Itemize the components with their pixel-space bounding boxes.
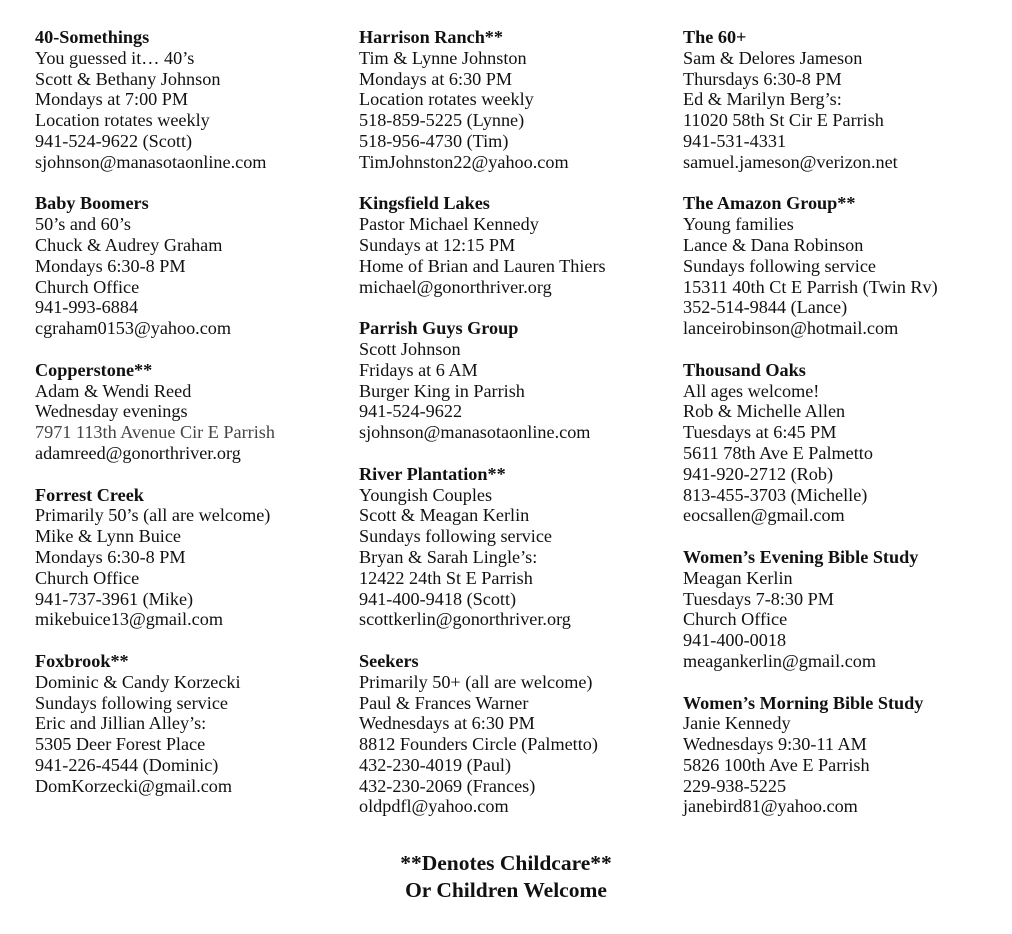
- group-40-somethings: [35, 27, 355, 173]
- group-leaders: Adam & Wendi Reed: [35, 380, 192, 401]
- group-leaders: Lance & Dana Robinson: [683, 234, 864, 255]
- group-leaders: Janie Kennedy: [683, 713, 791, 734]
- group-title: Forrest Creek: [35, 484, 144, 505]
- group-location: Church Office: [35, 567, 140, 588]
- group-email: sjohnson@manasotaonline.com: [35, 151, 267, 172]
- group-phone: 941-400-0018: [683, 630, 787, 651]
- group-email: meagankerlin@gmail.com: [683, 650, 877, 671]
- group-phone: 941-524-9622 (Scott): [35, 130, 193, 151]
- group-title: The 60+: [683, 27, 747, 47]
- group-location: 12422 24th St E Parrish: [359, 567, 533, 588]
- group-womens-morning-bible-study: [683, 693, 1003, 818]
- group-leaders: Scott & Bethany Johnson: [35, 68, 221, 89]
- group-thousand-oaks: [683, 360, 1003, 526]
- group-phone: 941-993-6884: [35, 297, 139, 318]
- group-email: michael@gonorthriver.org: [359, 276, 552, 297]
- group-title: 40-Somethings: [35, 27, 150, 47]
- group-leaders: Chuck & Audrey Graham: [35, 234, 223, 255]
- column-3: [683, 27, 1003, 838]
- group-copperstone: [35, 360, 355, 464]
- group-leaders: Scott & Meagan Kerlin: [359, 505, 530, 526]
- group-schedule: Wednesdays 9:30-11 AM: [683, 734, 867, 755]
- group-leaders: Mike & Lynn Buice: [35, 526, 181, 547]
- group-location: Location rotates weekly: [35, 110, 210, 131]
- group-leaders: Sam & Delores Jameson: [683, 47, 863, 68]
- childcare-note-line-2: Or Children Welcome: [405, 878, 607, 902]
- group-leaders: Paul & Frances Warner: [359, 692, 529, 713]
- group-email: mikebuice13@gmail.com: [35, 609, 223, 630]
- group-schedule: Sundays following service: [359, 526, 552, 547]
- group-location: 7971 113th Avenue Cir E Parrish: [35, 422, 275, 443]
- group-phone: 352-514-9844 (Lance): [683, 297, 848, 318]
- group-title: Parrish Guys Group: [359, 318, 519, 339]
- group-email: sjohnson@manasotaonline.com: [359, 422, 591, 443]
- group-email: scottkerlin@gonorthriver.org: [359, 609, 571, 630]
- group-title: Kingsfield Lakes: [359, 193, 490, 214]
- group-the-amazon-group: [683, 193, 1003, 339]
- group-email: adamreed@gonorthriver.org: [35, 442, 241, 463]
- group-kingsfield-lakes: [359, 193, 679, 297]
- group-schedule: Mondays at 7:00 PM: [35, 89, 189, 110]
- group-phone: 518-859-5225 (Lynne): [359, 110, 525, 131]
- group-schedule: Mondays 6:30-8 PM: [35, 546, 186, 567]
- group-leaders: Dominic & Candy Korzecki: [35, 671, 241, 692]
- group-schedule: Tuesdays 7-8:30 PM: [683, 588, 834, 609]
- childcare-note: [0, 850, 1012, 904]
- childcare-note-line-1: **Denotes Childcare**: [400, 851, 612, 875]
- group-phone: 941-737-3961 (Mike): [35, 588, 194, 609]
- group-title: Copperstone**: [35, 359, 153, 380]
- group-phone: 229-938-5225: [683, 775, 787, 796]
- group-location: 5305 Deer Forest Place: [35, 734, 206, 755]
- group-phone: 941-920-2712 (Rob): [683, 463, 834, 484]
- group-description: 50’s and 60’s: [35, 214, 131, 235]
- group-location: Church Office: [683, 609, 788, 630]
- group-email: DomKorzecki@gmail.com: [35, 775, 233, 796]
- group-the-60-plus: [683, 27, 1003, 173]
- group-title: Harrison Ranch**: [359, 27, 503, 47]
- group-location: Home of Brian and Lauren Thiers: [359, 255, 606, 276]
- group-foxbrook: [35, 651, 355, 797]
- group-forrest-creek: [35, 485, 355, 631]
- column-1: [35, 27, 355, 817]
- group-description: Primarily 50+ (all are welcome): [359, 671, 593, 692]
- group-phone: 432-230-2069 (Frances): [359, 775, 536, 796]
- group-phone: 941-400-9418 (Scott): [359, 588, 517, 609]
- group-phone: 941-531-4331: [683, 130, 787, 151]
- group-leaders: Tim & Lynne Johnston: [359, 47, 527, 68]
- group-description: All ages welcome!: [683, 380, 820, 401]
- group-location: 8812 Founders Circle (Palmetto): [359, 734, 598, 755]
- group-schedule: Fridays at 6 AM: [359, 359, 478, 380]
- group-schedule: Wednesday evenings: [35, 401, 188, 422]
- group-schedule: Mondays 6:30-8 PM: [35, 255, 186, 276]
- group-location: 5826 100th Ave E Parrish: [683, 754, 870, 775]
- group-description: You guessed it… 40’s: [35, 47, 195, 68]
- group-description: Primarily 50’s (all are welcome): [35, 505, 271, 526]
- group-email: lanceirobinson@hotmail.com: [683, 318, 899, 339]
- group-leaders: Pastor Michael Kennedy: [359, 214, 539, 235]
- group-title: Women’s Morning Bible Study: [683, 692, 924, 713]
- group-location: 5611 78th Ave E Palmetto: [683, 442, 873, 463]
- group-leaders: Meagan Kerlin: [683, 567, 793, 588]
- group-title: Thousand Oaks: [683, 359, 806, 380]
- group-schedule: Mondays at 6:30 PM: [359, 68, 513, 89]
- group-title: Women’s Evening Bible Study: [683, 546, 919, 567]
- group-river-plantation: [359, 464, 679, 630]
- group-phone: 941-226-4544 (Dominic): [35, 754, 219, 775]
- group-parrish-guys: [359, 318, 679, 443]
- group-baby-boomers: [35, 193, 355, 339]
- group-email: eocsallen@gmail.com: [683, 505, 845, 526]
- group-schedule: Sundays following service: [35, 692, 228, 713]
- group-email: samuel.jameson@verizon.net: [683, 151, 898, 172]
- group-phone: 813-455-3703 (Michelle): [683, 484, 868, 505]
- group-title: The Amazon Group**: [683, 193, 856, 214]
- group-phone: 518-956-4730 (Tim): [359, 130, 509, 151]
- group-title: Foxbrook**: [35, 650, 129, 671]
- group-host: Bryan & Sarah Lingle’s:: [359, 546, 538, 567]
- group-harrison-ranch: [359, 27, 679, 173]
- group-schedule: Sundays following service: [683, 255, 876, 276]
- group-email: cgraham0153@yahoo.com: [35, 318, 232, 339]
- group-phone: 432-230-4019 (Paul): [359, 754, 512, 775]
- group-email: janebird81@yahoo.com: [683, 796, 858, 817]
- group-host: Eric and Jillian Alley’s:: [35, 713, 207, 734]
- group-leaders: Rob & Michelle Allen: [683, 401, 846, 422]
- group-location: 11020 58th St Cir E Parrish: [683, 110, 884, 131]
- group-location: 15311 40th Ct E Parrish (Twin Rv): [683, 276, 938, 297]
- group-location: Location rotates weekly: [359, 89, 534, 110]
- group-title: Baby Boomers: [35, 193, 149, 214]
- group-schedule: Thursdays 6:30-8 PM: [683, 68, 842, 89]
- group-schedule: Wednesdays at 6:30 PM: [359, 713, 535, 734]
- group-phone: 941-524-9622: [359, 401, 463, 422]
- group-schedule: Sundays at 12:15 PM: [359, 234, 516, 255]
- group-leaders: Scott Johnson: [359, 338, 461, 359]
- group-email: oldpdfl@yahoo.com: [359, 796, 509, 817]
- group-seekers: [359, 651, 679, 817]
- group-schedule: Tuesdays at 6:45 PM: [683, 422, 837, 443]
- column-2: [359, 27, 679, 838]
- group-title: Seekers: [359, 650, 419, 671]
- group-womens-evening-bible-study: [683, 547, 1003, 672]
- group-email: TimJohnston22@yahoo.com: [359, 151, 569, 172]
- group-location: Burger King in Parrish: [359, 380, 525, 401]
- group-host: Ed & Marilyn Berg’s:: [683, 89, 842, 110]
- group-description: Young families: [683, 214, 794, 235]
- group-location: Church Office: [35, 276, 140, 297]
- group-title: River Plantation**: [359, 463, 506, 484]
- group-description: Youngish Couples: [359, 484, 493, 505]
